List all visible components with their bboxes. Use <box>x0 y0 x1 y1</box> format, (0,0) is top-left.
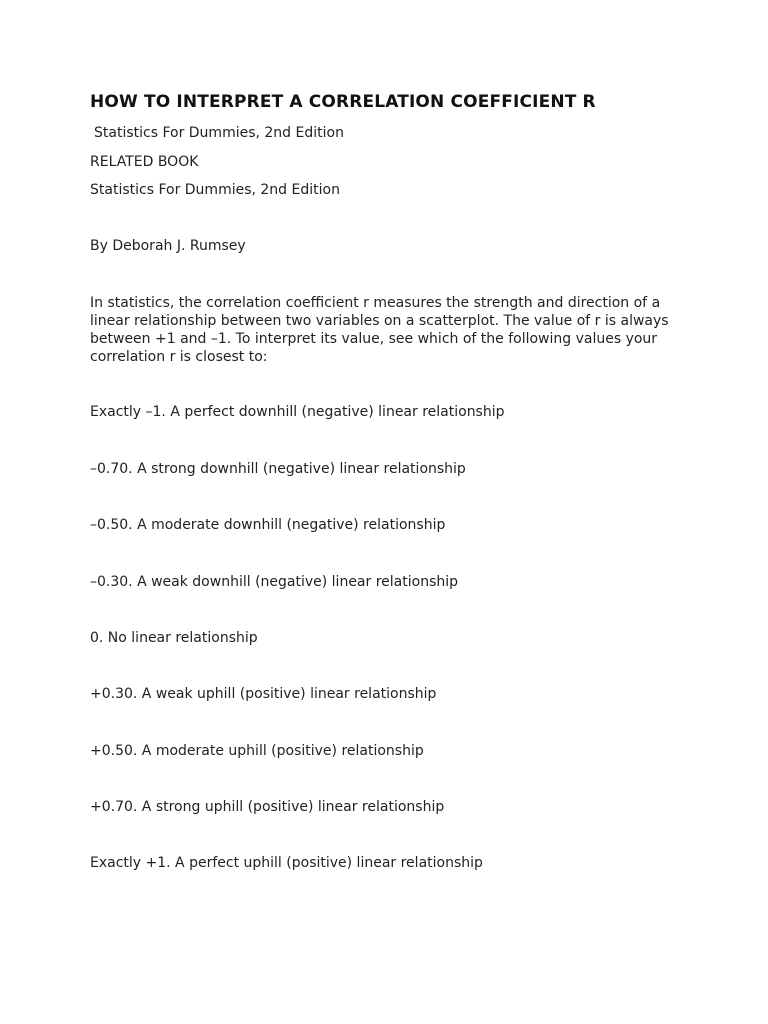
list-item: –0.50. A moderate downhill (negative) relationship <box>90 517 446 533</box>
intro-paragraph <box>90 294 680 366</box>
author-byline: By Deborah J. Rumsey <box>90 238 246 254</box>
list-item: +0.50. A moderate uphill (positive) relationship <box>90 743 424 759</box>
list-item: Exactly –1. A perfect downhill (negative) linear relationship <box>90 404 505 420</box>
list-item: –0.30. A weak downhill (negative) linear relationship <box>90 574 459 590</box>
list-item: 0. No linear relationship <box>90 630 258 646</box>
related-book-title: Statistics For Dummies, 2nd Edition <box>90 182 340 198</box>
intro-line: In statistics, the correlation coefficient r measures the strength and direction of a <box>90 295 661 311</box>
list-item: –0.70. A strong downhill (negative) linear relationship <box>90 461 466 477</box>
book-subtitle: Statistics For Dummies, 2nd Edition <box>94 125 344 141</box>
related-book-label: RELATED BOOK <box>90 154 199 170</box>
page-title: HOW TO INTERPRET A CORRELATION COEFFICIENT R <box>90 92 596 112</box>
list-item: +0.30. A weak uphill (positive) linear relationship <box>90 686 437 702</box>
intro-line: linear relationship between two variables on a scatterplot. The value of r is always <box>90 313 669 329</box>
list-item: +0.70. A strong uphill (positive) linear relationship <box>90 799 445 815</box>
list-item: Exactly +1. A perfect uphill (positive) linear relationship <box>90 855 483 871</box>
intro-line: correlation r is closest to: <box>90 349 268 365</box>
intro-line: between +1 and –1. To interpret its value, see which of the following values your <box>90 331 658 347</box>
